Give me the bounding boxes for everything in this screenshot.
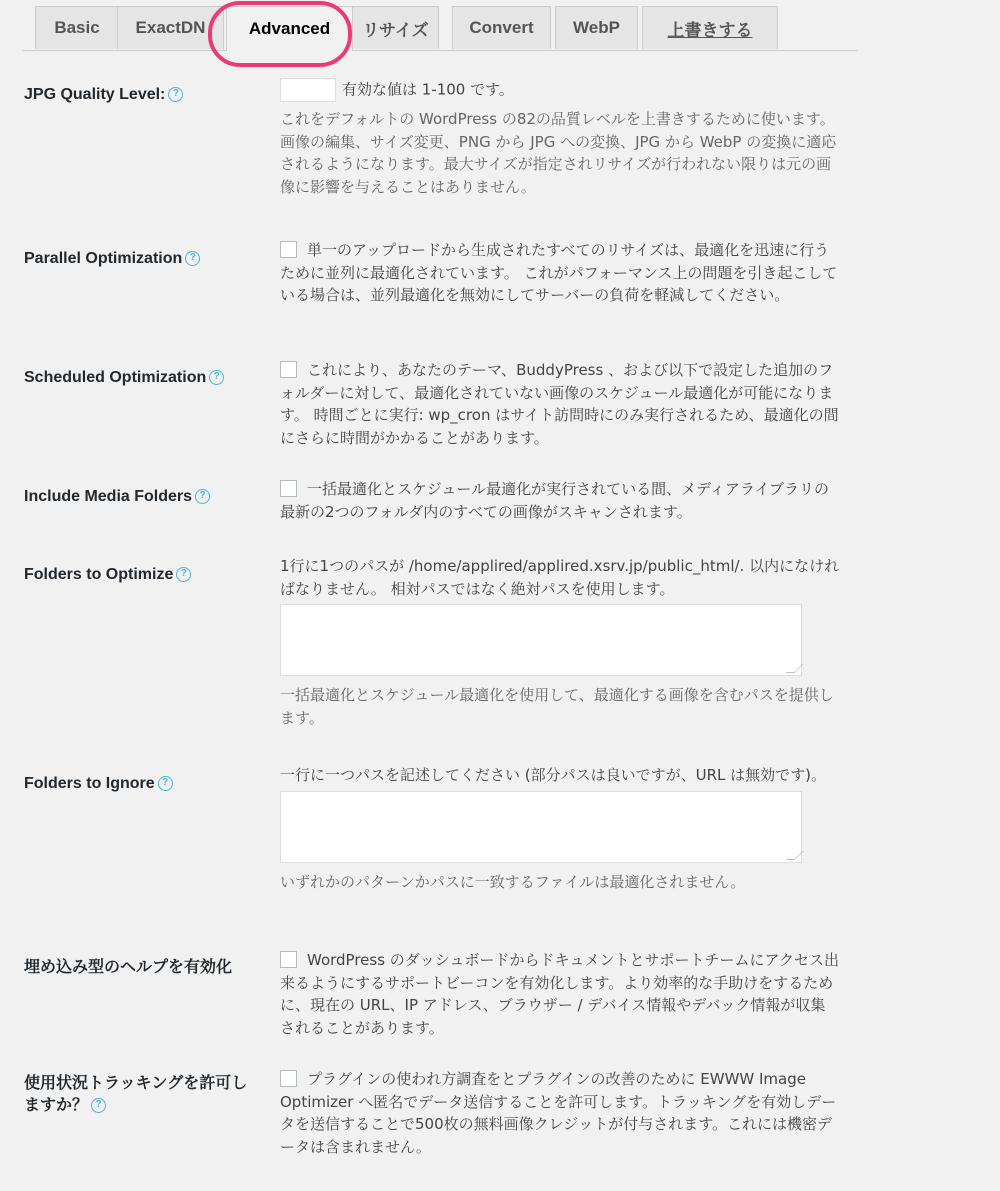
jpg-quality-content bbox=[280, 78, 840, 198]
embedded-help-checkbox[interactable] bbox=[280, 951, 297, 968]
tab-label: ExactDN bbox=[135, 18, 206, 37]
usage-tracking-checkbox[interactable] bbox=[280, 1070, 297, 1087]
tab-exactdn[interactable] bbox=[117, 6, 224, 49]
embedded-help-content bbox=[280, 949, 840, 1039]
tab-basic[interactable] bbox=[35, 6, 119, 49]
embedded-help-label bbox=[24, 957, 274, 979]
folders-to-optimize-textarea[interactable] bbox=[280, 604, 802, 676]
help-icon[interactable]: ? bbox=[91, 1098, 106, 1113]
jpg-quality-label bbox=[24, 84, 274, 106]
resize-handle-icon[interactable] bbox=[786, 851, 804, 860]
scheduled-optimization-text: これにより、あなたのテーマ、BuddyPress 、および以下で設定した追加のフォルダーに対して、最適化されていない画像のスケジュール最適化が可能になります。 時間ごとに実行: wp_cron はサイト訪問時にのみ実行されるため、最適化の間にさらに時間がかかることがあります。 bbox=[280, 361, 839, 447]
tab-label: Convert bbox=[469, 18, 534, 37]
jpg-quality-description: これをデフォルトの WordPress の82の品質レベルを上書きするために使います。画像の編集、サイズ変更、PNG から JPG への変換、JPG から WebP の変換に適応されるようになります。最大サイズが指定されリサイズが行われない限りは元の画像に影響を与えることはありません。 bbox=[280, 110, 837, 196]
help-icon[interactable]: ? bbox=[209, 370, 224, 385]
folders-to-ignore-description: いずれかのパターンかパスに一致するファイルは最適化されません。 bbox=[280, 872, 746, 891]
embedded-help-text: WordPress のダッシュボードからドキュメントとサポートチームにアクセス出来るようにするサポートビーコンを有効化します。より効率的な手助けをするために、現在の URL、IP アドレス、ブラウザー / デバイス情報やデバック情報が収集されることがあります。 bbox=[280, 951, 840, 1037]
label-text: Scheduled Optimization bbox=[24, 369, 207, 386]
folders-to-optimize-instruction: 1行に1つのパスが /home/applired/applired.xsrv.jp/public_html/. 以内になければなりません。 相対パスではなく絶対パスを使用します。 bbox=[280, 557, 840, 598]
usage-tracking-label bbox=[24, 1073, 259, 1117]
folders-to-ignore-label bbox=[24, 773, 274, 795]
folders-to-ignore-content bbox=[280, 764, 840, 893]
tab-webp[interactable] bbox=[555, 6, 638, 49]
label-text: 埋め込み型のヘルプを有効化 bbox=[24, 959, 233, 976]
tab-advanced[interactable] bbox=[226, 6, 353, 51]
scheduled-optimization-content bbox=[280, 359, 840, 449]
tab-label: リサイズ bbox=[362, 20, 429, 40]
settings-tabs bbox=[22, 0, 858, 51]
help-icon[interactable]: ? bbox=[185, 251, 200, 266]
tab-label: 上書きする bbox=[667, 20, 753, 40]
label-text: Parallel Optimization bbox=[24, 250, 183, 267]
include-media-folders-checkbox[interactable] bbox=[280, 480, 297, 497]
usage-tracking-text: プラグインの使われ方調査をとプラグインの改善のために EWWW Image Optimizer へ匿名でデータ送信することを許可します。トラッキングを有効しデータを送信することで500枚の無料画像クレジットが付与されます。これには機密データは含まれません。 bbox=[280, 1070, 837, 1156]
include-media-folders-text: 一括最適化とスケジュール最適化が実行されている間、メディアライブラリの最新の2つのフォルダ内のすべての画像がスキャンされます。 bbox=[280, 480, 830, 521]
scheduled-optimization-label bbox=[24, 367, 274, 389]
jpg-quality-note: 有効な値は 1-100 です。 bbox=[342, 80, 514, 99]
tab-label: WebP bbox=[573, 18, 620, 37]
parallel-optimization-label bbox=[24, 248, 274, 270]
label-text: Folders to Ignore bbox=[24, 775, 155, 792]
tab-label: Basic bbox=[54, 18, 100, 37]
parallel-optimization-content bbox=[280, 239, 840, 307]
help-icon[interactable]: ? bbox=[158, 776, 173, 791]
parallel-optimization-checkbox[interactable] bbox=[280, 241, 297, 258]
include-media-folders-label bbox=[24, 486, 274, 508]
resize-handle-icon[interactable] bbox=[786, 664, 804, 673]
folders-to-ignore-textarea[interactable] bbox=[280, 791, 802, 863]
folders-to-optimize-label bbox=[24, 564, 274, 586]
help-icon[interactable]: ? bbox=[176, 567, 191, 582]
label-text: JPG Quality Level: bbox=[24, 86, 166, 103]
jpg-quality-input[interactable] bbox=[280, 78, 336, 102]
tab-resize[interactable] bbox=[352, 6, 439, 49]
tab-convert[interactable] bbox=[452, 6, 551, 49]
scheduled-optimization-checkbox[interactable] bbox=[280, 361, 297, 378]
label-text: 使用状況トラッキングを許可しますか？ bbox=[24, 1075, 248, 1114]
folders-to-optimize-description: 一括最適化とスケジュール最適化を使用して、最適化する画像を含むパスを提供します。 bbox=[280, 686, 834, 727]
label-text: Folders to Optimize bbox=[24, 566, 174, 583]
usage-tracking-content bbox=[280, 1068, 840, 1158]
include-media-folders-content bbox=[280, 478, 840, 523]
tab-label: Advanced bbox=[248, 19, 331, 38]
folders-to-ignore-instruction: 一行に一つパスを記述してください (部分パスは良いですが、URL は無効です)。 bbox=[280, 766, 827, 784]
folders-to-optimize-content bbox=[280, 555, 840, 729]
help-icon[interactable]: ? bbox=[195, 489, 210, 504]
parallel-optimization-text: 単一のアップロードから生成されたすべてのリサイズは、最適化を迅速に行うために並列に最適化されています。 これがパフォーマンス上の問題を引き起こしている場合は、並列最適化を無効にしてサーバーの負荷を軽減してください。 bbox=[280, 241, 838, 304]
label-text: Include Media Folders bbox=[24, 488, 193, 505]
tab-override[interactable] bbox=[642, 6, 778, 49]
help-icon[interactable]: ? bbox=[168, 87, 183, 102]
